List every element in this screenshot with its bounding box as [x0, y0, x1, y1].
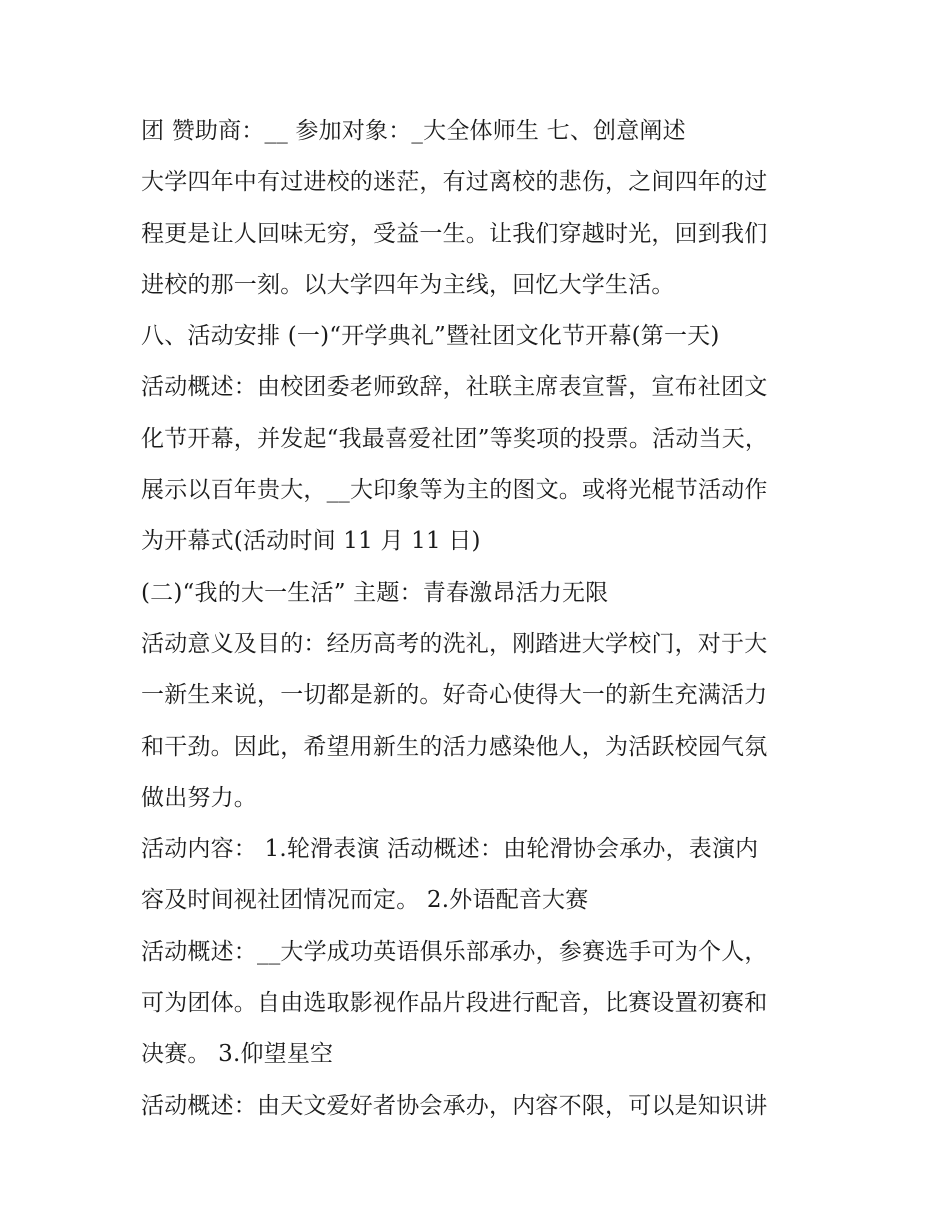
text-line: 活动意义及目的：经历高考的洗礼，刚踏进大学校门，对于大	[141, 630, 768, 657]
text-line: 活动概述：由天文爱好者协会承办，内容不限，可以是知识讲	[141, 1092, 768, 1119]
text-line: 和干劲。因此，希望用新生的活力感染他人，为活跃校园气氛	[141, 733, 768, 760]
text-line: 决赛。 3.仰望星空	[141, 1041, 334, 1068]
text-line: 活动内容： 1.轮滑表演 活动概述：由轮滑协会承办，表演内	[141, 836, 759, 863]
text-line: 做出努力。	[141, 784, 257, 811]
subsection-heading-line: (二)“我的大一生活” 主题：青春激昂活力无限	[141, 579, 609, 606]
section-heading-line: 八、活动安排 (一)“开学典礼”暨社团文化节开幕(第一天)	[141, 323, 720, 350]
text-line: 展示以百年贵大，__大印象等为主的图文。或将光棍节活动作	[141, 477, 768, 504]
text-line: 为开幕式(活动时间 11 月 11 日)	[141, 528, 481, 555]
text-line: 容及时间视社团情况而定。 2.外语配音大赛	[141, 887, 589, 914]
text-line: 大学四年中有过进校的迷茫，有过离校的悲伤，之间四年的过	[141, 169, 768, 196]
text-line: 可为团体。自由选取影视作品片段进行配音，比赛设置初赛和	[141, 990, 768, 1017]
text-line: 活动概述：由校团委老师致辞，社联主席表宣誓，宣布社团文	[141, 374, 768, 401]
text-line: 进校的那一刻。以大学四年为主线，回忆大学生活。	[141, 271, 675, 298]
text-line: 程更是让人回味无穷，受益一生。让我们穿越时光，回到我们	[141, 220, 768, 247]
text-line: 团 赞助商：__ 参加对象：_大全体师生 七、创意阐述	[141, 118, 686, 144]
text-line: 活动概述：__大学成功英语俱乐部承办，参赛选手可为个人，	[141, 938, 768, 965]
text-line: 一新生来说，一切都是新的。好奇心使得大一的新生充满活力	[141, 682, 768, 709]
document-body	[141, 106, 821, 1132]
text-line: 化节开幕，并发起“我最喜爱社团”等奖项的投票。活动当天，	[141, 425, 769, 452]
